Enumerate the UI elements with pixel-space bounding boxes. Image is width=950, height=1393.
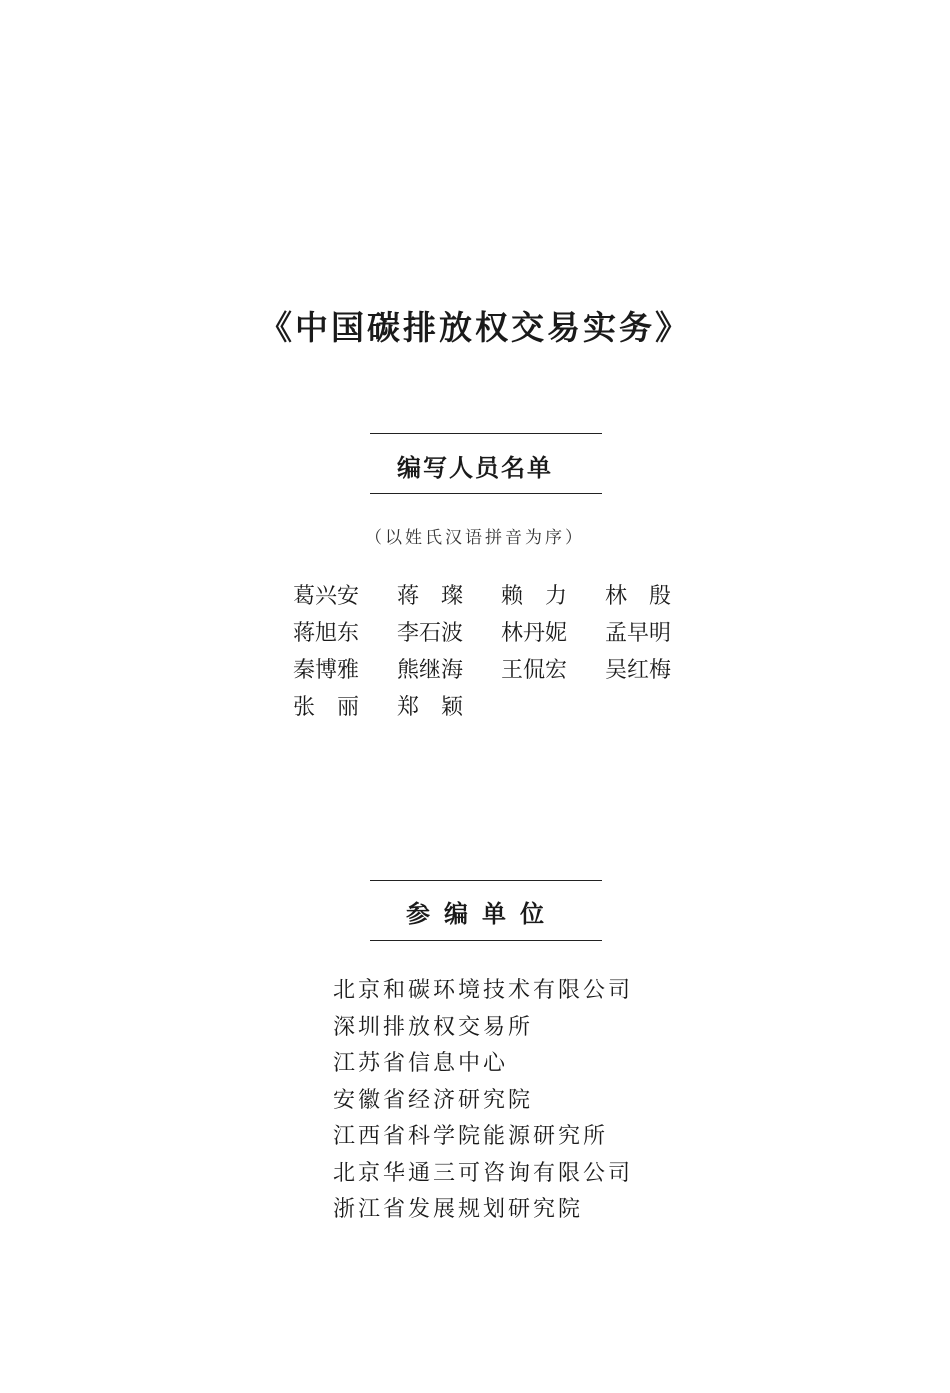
author-name: 林丹妮 [501, 621, 568, 646]
unit-item: 北京和碳环境技术有限公司 [333, 978, 634, 1003]
author-name: 葛兴安 [293, 584, 360, 609]
author-name: 吴红梅 [605, 658, 672, 683]
author-name: 林 殷 [605, 584, 672, 609]
author-names-grid [293, 584, 685, 720]
unit-item: 深圳排放权交易所 [333, 1014, 534, 1040]
book-title: 《中国碳排放权交易实务》 [259, 308, 691, 347]
authors-heading-rule-top [370, 433, 602, 434]
units-heading-rule-bottom [370, 940, 602, 941]
author-name: 蒋 璨 [397, 584, 464, 609]
unit-item: 安徽省经济研究院 [333, 1087, 534, 1113]
unit-item: 浙江省发展规划研究院 [333, 1197, 584, 1222]
author-name: 张 丽 [293, 695, 360, 720]
author-name: 秦博雅 [293, 658, 360, 683]
author-name: 李石波 [397, 621, 464, 646]
author-name: 孟早明 [605, 621, 672, 646]
units-heading-rule-top [370, 880, 602, 881]
author-name: 赖 力 [501, 584, 568, 609]
authors-heading: 编写人员名单 [397, 454, 553, 482]
author-name: 王侃宏 [501, 658, 568, 683]
unit-item: 江西省科学院能源研究所 [333, 1124, 609, 1149]
author-name: 熊继海 [397, 658, 464, 683]
order-note: （以姓氏汉语拼音为序） [365, 528, 585, 548]
authors-heading-rule-bottom [370, 493, 602, 494]
author-name: 郑 颖 [397, 695, 464, 720]
author-name: 蒋旭东 [293, 621, 360, 646]
participating-units-list [333, 978, 633, 1234]
unit-item: 北京华通三可咨询有限公司 [333, 1160, 634, 1186]
unit-item: 江苏省信息中心 [333, 1051, 509, 1076]
units-heading: 参编单位 [406, 900, 558, 928]
